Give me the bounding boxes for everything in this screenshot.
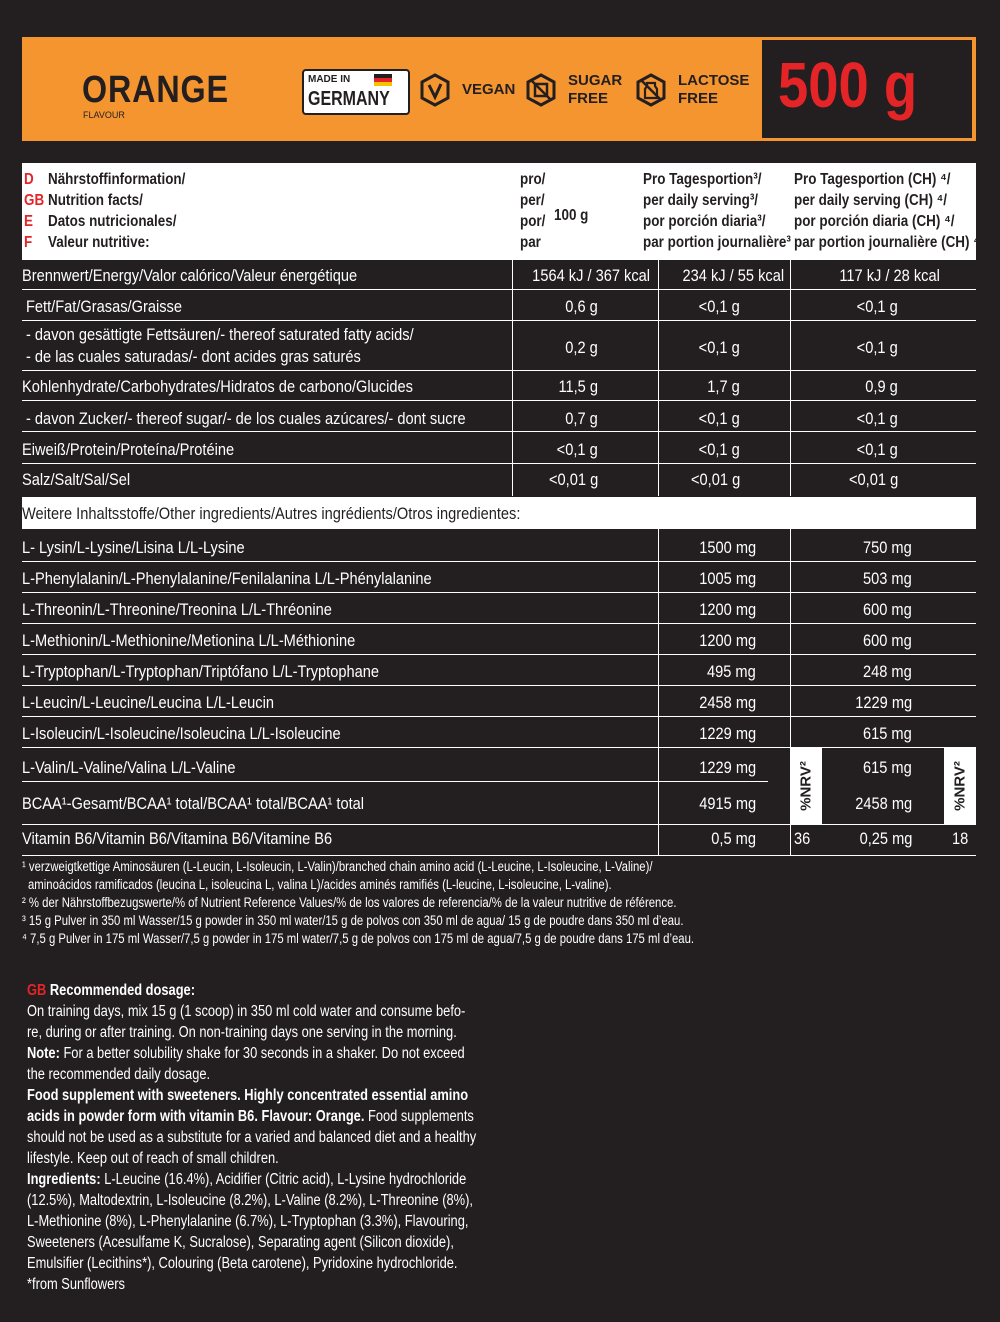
row-leucine-label: L-Leucin/L-Leucine/Leucina L/L-Leucin <box>22 693 274 712</box>
row-satfat-label: - davon gesättigte Fettsäuren/- thereof saturated fatty acids/ <box>26 325 414 344</box>
row-divider <box>22 463 976 464</box>
dosage-heading: Recommended dosage: <box>49 982 196 999</box>
column-divider <box>512 260 513 496</box>
serving-ch-es: por porción diaria (CH) ⁴/ <box>794 213 955 230</box>
row-divider <box>22 781 768 782</box>
row-divider <box>22 716 976 717</box>
row-satfat-per100: 0,2 g <box>565 338 598 357</box>
lang-code-gb: GB <box>24 192 45 209</box>
ingredients-text-cont: Sweeteners (Acesulfame K, Sucralose), Separating agent (Silicon dioxide), <box>27 1234 454 1251</box>
per-amount: 100 g <box>554 207 589 224</box>
row-threonine-serving: 1200 mg <box>699 600 756 619</box>
row-leucine-serving-ch: 1229 mg <box>855 693 912 712</box>
row-vitamin-b6-nrv-ch: 18 <box>952 829 969 848</box>
note-label: Note: <box>27 1045 60 1062</box>
nrv-label-box-ch <box>944 747 976 825</box>
per-fr: par <box>520 234 541 251</box>
lang-code-d: D <box>24 171 34 188</box>
row-divider <box>22 592 976 593</box>
row-satfat-label-2: - de las cuales saturadas/- dont acides gras saturés <box>26 347 361 366</box>
lang-code-e: E <box>24 213 33 230</box>
row-salt-label: Salz/Salt/Sal/Sel <box>22 470 131 489</box>
row-lysine-serving: 1500 mg <box>699 538 756 557</box>
row-satfat-serving-ch: <0,1 g <box>856 338 898 357</box>
row-valine-serving: 1229 mg <box>699 758 756 777</box>
flavour-subtitle: FLAVOUR <box>83 110 125 120</box>
vegan-label: VEGAN <box>462 81 516 98</box>
row-sugar-per100: 0,7 g <box>565 409 598 428</box>
free-label: FREE <box>568 90 609 107</box>
footnote-3: ³ 15 g Pulver in 350 ml Wasser/15 g powder in 350 ml water/15 g de polvos con 350 ml de agua/ 15 g de poudre dans 350 ml d’eau. <box>22 913 684 928</box>
row-energy-per100: 1564 kJ / 367 kcal <box>532 266 650 285</box>
row-methionine-serving: 1200 mg <box>699 631 756 650</box>
sugar-label: SUGAR <box>568 72 623 89</box>
row-salt-per100: <0,01 g <box>548 470 598 489</box>
row-threonine-label: L-Threonin/L-Threonine/Treonina L/L-Thréonine <box>22 600 332 619</box>
row-methionine-label: L-Methionin/L-Methionine/Metionina L/L-Méthionine <box>22 631 356 650</box>
row-isoleucine-serving: 1229 mg <box>699 724 756 743</box>
title-de: Nährstoffinformation/ <box>48 171 186 188</box>
dosage-section <box>27 980 525 1295</box>
row-fat-label: Fett/Fat/Grasas/Graisse <box>26 297 182 316</box>
warning-text-cont: should not be used as a substitute for a varied and balanced diet and a healthy <box>27 1129 477 1146</box>
supplement-statement: Food supplement with sweeteners. Highly concentrated essential amino <box>27 1087 469 1104</box>
row-valine-serving-ch: 615 mg <box>863 758 912 777</box>
row-leucine-serving: 2458 mg <box>699 693 756 712</box>
ingredients-footnote: *from Sunflowers <box>27 1276 125 1293</box>
row-isoleucine-label: L-Isoleucin/L-Isoleucine/Isoleucina L/L-Isoleucine <box>22 724 341 743</box>
row-lysine-serving-ch: 750 mg <box>863 538 912 557</box>
ingredients-text-cont: Emulsifier (Lecithins*), Colouring (Beta carotene), Pyridoxine hydrochloride. <box>27 1255 458 1272</box>
ingredients-text: L-Leucine (16.4%), Acidifier (Citric acid), L-Lysine hydrochloride <box>100 1171 467 1188</box>
row-bcaa-serving-ch: 2458 mg <box>855 794 912 813</box>
note-text: For a better solubility shake for 30 seconds in a shaker. Do not exceed <box>59 1045 465 1062</box>
row-divider <box>22 685 976 686</box>
row-phenylalanine-serving-ch: 503 mg <box>863 569 912 588</box>
net-weight-box <box>762 40 972 138</box>
column-divider <box>658 529 659 855</box>
lactose-free-icon <box>634 73 668 107</box>
title-es: Datos nutricionales/ <box>48 213 177 230</box>
ingredients-label: Ingredients: <box>27 1171 101 1188</box>
row-energy-label: Brennwert/Energy/Valor calórico/Valeur énergétique <box>22 266 358 285</box>
row-divider <box>22 824 976 825</box>
per-de: pro/ <box>520 171 546 188</box>
made-in-text: MADE IN <box>308 74 351 85</box>
german-flag-icon <box>374 74 392 86</box>
nrv-label: %NRV² <box>951 761 969 811</box>
row-sugar-serving-ch: <0,1 g <box>856 409 898 428</box>
dosage-lang-code: GB <box>27 982 47 999</box>
serving-gb: per daily serving³/ <box>643 192 759 209</box>
footnote-2: ² % der Nährstoffbezugswerte/% of Nutrient Reference Values/% de los valores de referencia/% de la valeur nutritive de référence. <box>22 895 677 910</box>
row-divider <box>22 431 976 432</box>
row-vitamin-b6-serving-ch: 0,25 mg <box>859 829 912 848</box>
sugar-free-label <box>568 72 622 108</box>
warning-text-cont: lifestyle. Keep out of reach of small children. <box>27 1150 279 1167</box>
row-divider <box>22 623 976 624</box>
row-carbs-per100: 11,5 g <box>558 377 598 396</box>
row-carbs-serving: 1,7 g <box>707 377 740 396</box>
serving-es: por porción diaria³/ <box>643 213 766 230</box>
header-band <box>22 37 976 141</box>
title-fr: Valeur nutritive: <box>48 234 150 251</box>
footnote-1-cont: aminoácidos ramificados (leucina L, isoleucina L, valina L)/acides aminés ramifiés (L-leucine, L-isoleucine, L-valine). <box>28 877 612 892</box>
row-divider <box>22 320 976 321</box>
nrv-label-box <box>790 747 822 825</box>
row-methionine-serving-ch: 600 mg <box>863 631 912 650</box>
title-gb: Nutrition facts/ <box>48 192 143 209</box>
row-bcaa-serving: 4915 mg <box>699 794 756 813</box>
row-sugar-serving: <0,1 g <box>698 409 740 428</box>
row-salt-serving: <0,01 g <box>690 470 740 489</box>
serving-ch-fr: par portion journalière (CH) ⁴ <box>794 234 980 251</box>
row-divider <box>22 400 976 401</box>
ingredients-text-cont: (12.5%), Maltodextrin, L-Isoleucine (8.2%), L-Valine (8.2%), L-Threonine (8%), <box>27 1192 473 1209</box>
row-fat-per100: 0,6 g <box>565 297 598 316</box>
warning-text: Food supplements <box>364 1108 474 1125</box>
germany-text: GERMANY <box>308 88 390 110</box>
footnote-1: ¹ verzweigtkettige Aminosäuren (L-Leucin, L-Isoleucin, L-Valin)/branched chain amino acid (L-Leucine, L-Isoleucine, L-Valine)/ <box>22 859 653 874</box>
serving-de: Pro Tagesportion³/ <box>643 171 762 188</box>
row-protein-serving: <0,1 g <box>698 440 740 459</box>
flavour-title: ORANGE <box>82 69 229 111</box>
lactose-label: LACTOSE <box>678 72 750 89</box>
row-isoleucine-serving-ch: 615 mg <box>863 724 912 743</box>
row-tryptophan-serving: 495 mg <box>707 662 756 681</box>
row-bcaa-label: BCAA¹-Gesamt/BCAA¹ total/BCAA¹ total/BCAA¹ total <box>22 794 365 813</box>
supplement-statement-cont: acids in powder form with vitamin B6. Flavour: Orange. <box>27 1108 365 1125</box>
row-satfat-serving: <0,1 g <box>698 338 740 357</box>
vegan-icon <box>418 73 452 107</box>
column-divider <box>790 260 791 496</box>
row-divider <box>22 654 976 655</box>
row-phenylalanine-serving: 1005 mg <box>699 569 756 588</box>
row-lysine-label: L- Lysin/L-Lysine/Lisina L/L-Lysine <box>22 538 245 557</box>
made-in-germany-badge <box>302 69 410 115</box>
row-protein-per100: <0,1 g <box>556 440 598 459</box>
note-text-cont: the recommended daily dosage. <box>27 1066 211 1083</box>
lactose-free-label <box>678 72 749 108</box>
ingredients-text-cont: L-Methionine (8%), L-Phenylalanine (6.7%), L-Tryptophan (3.3%), Flavouring, <box>27 1213 469 1230</box>
other-ingredients-heading-band <box>22 497 976 529</box>
net-weight: 500 g <box>778 49 918 121</box>
other-ingredients-heading: Weitere Inhaltsstoffe/Other ingredients/Autres ingrédients/Otros ingredientes: <box>22 504 521 523</box>
row-fat-serving-ch: <0,1 g <box>856 297 898 316</box>
row-vitamin-b6-nrv: 36 <box>794 829 811 848</box>
row-sugar-label: - davon Zucker/- thereof sugar/- de los cuales azúcares/- dont sucre <box>26 409 466 428</box>
sugar-free-icon <box>524 73 558 107</box>
per-gb: per/ <box>520 192 545 209</box>
dosage-line: re, during or after training. On non-training days one serving in the morning. <box>27 1024 457 1041</box>
row-energy-serving-ch: 117 kJ / 28 kcal <box>839 266 940 285</box>
row-divider <box>22 289 976 290</box>
column-divider <box>790 529 791 855</box>
row-vitamin-b6-serving: 0,5 mg <box>711 829 756 848</box>
row-vitamin-b6-label: Vitamin B6/Vitamin B6/Vitamina B6/Vitamine B6 <box>22 829 333 848</box>
row-protein-serving-ch: <0,1 g <box>856 440 898 459</box>
table-header <box>22 163 980 260</box>
row-phenylalanine-label: L-Phenylalanin/L-Phenylalanine/Fenilalanina L/L-Phénylalanine <box>22 569 432 588</box>
row-protein-label: Eiweiß/Protein/Proteína/Protéine <box>22 440 235 459</box>
row-threonine-serving-ch: 600 mg <box>863 600 912 619</box>
row-carbs-serving-ch: 0,9 g <box>865 377 898 396</box>
row-divider <box>22 370 976 371</box>
column-divider <box>658 260 659 496</box>
serving-ch-de: Pro Tagesportion (CH) ⁴/ <box>794 171 951 188</box>
row-fat-serving: <0,1 g <box>698 297 740 316</box>
row-tryptophan-label: L-Tryptophan/L-Tryptophan/Triptófano L/L-Tryptophane <box>22 662 380 681</box>
per-es: por/ <box>520 213 546 230</box>
row-carbs-label: Kohlenhydrate/Carbohydrates/Hidratos de carbono/Glucides <box>22 377 413 396</box>
nrv-label: %NRV² <box>797 761 815 811</box>
dosage-line: On training days, mix 15 g (1 scoop) in 350 ml cold water and consume befo- <box>27 1003 466 1020</box>
serving-ch-gb: per daily serving (CH) ⁴/ <box>794 192 948 209</box>
row-salt-serving-ch: <0,01 g <box>848 470 898 489</box>
row-divider <box>22 747 976 748</box>
footnote-4: ⁴ 7,5 g Pulver in 175 ml Wasser/7,5 g powder in 175 ml water/7,5 g de polvos con 175 ml de agua/7,5 g de poudre dans 175 ml d’eau. <box>22 931 695 946</box>
row-valine-label: L-Valin/L-Valine/Valina L/L-Valine <box>22 758 236 777</box>
row-tryptophan-serving-ch: 248 mg <box>863 662 912 681</box>
serving-fr: par portion journalière³ <box>643 234 791 251</box>
lang-code-f: F <box>24 234 33 251</box>
free-label: FREE <box>678 90 719 107</box>
table-bottom-border <box>22 855 976 856</box>
row-energy-serving: 234 kJ / 55 kcal <box>682 266 784 285</box>
row-divider <box>22 561 976 562</box>
